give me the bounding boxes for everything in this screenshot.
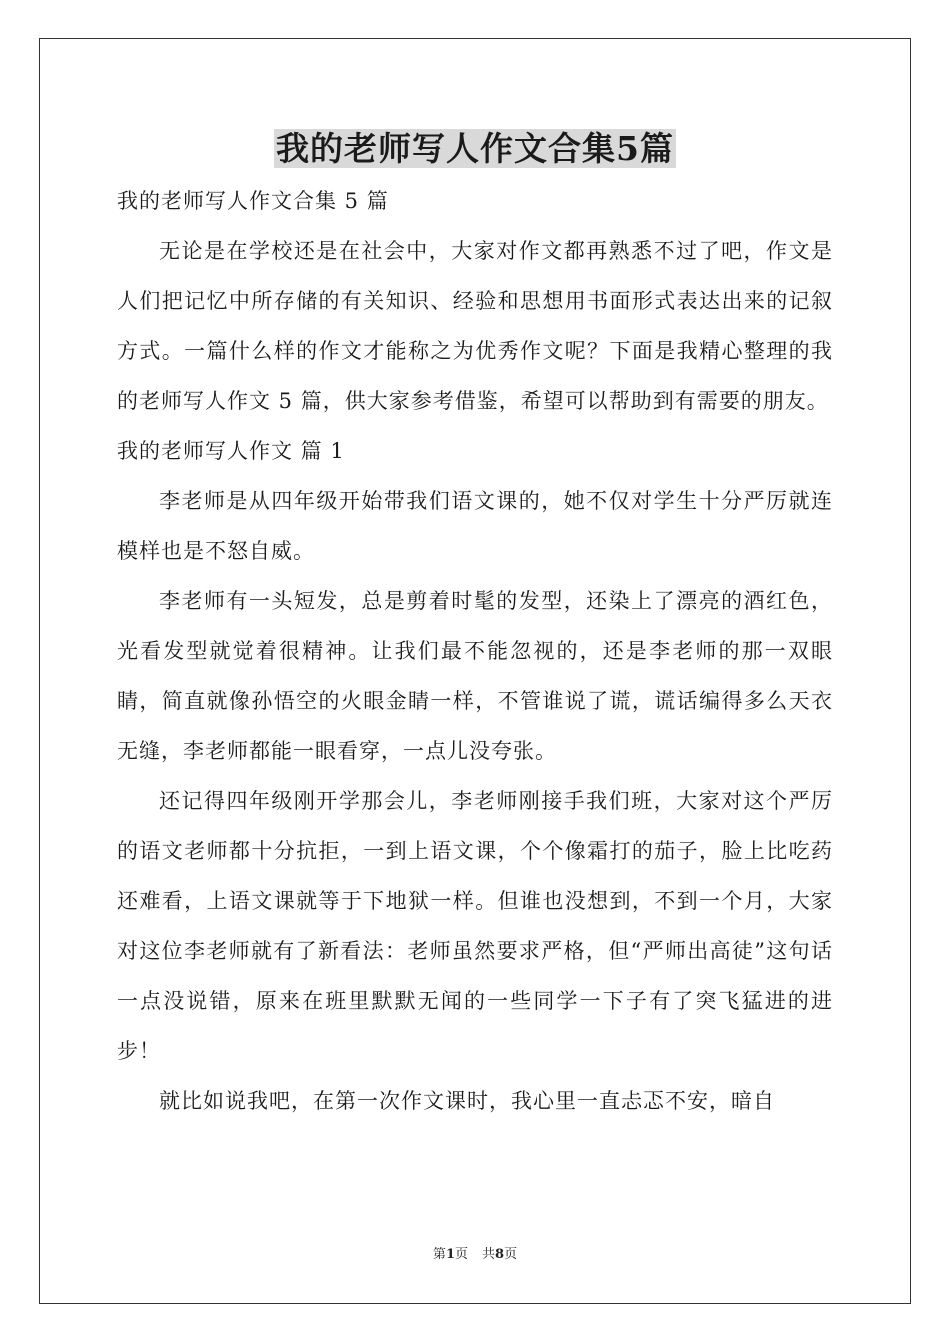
page-footer bbox=[0, 1246, 950, 1264]
section-heading: 我的老师写人作文 篇 1 bbox=[117, 439, 345, 463]
footer-page-unit: 页 bbox=[454, 1247, 468, 1262]
body-paragraph-4: 就比如说我吧，在第一次作文课时，我心里一直忐忑不安，暗自 bbox=[159, 1089, 775, 1113]
body-paragraph-3: 还记得四年级刚开学那会儿，李老师刚接手我们班，大家对这个严厉的语文老师都十分抗拒，一到上语文课，个个像霜打的茄子，脸上比吃药还难看，上语文课就等于下地狱一样。但谁也没想到，不到一个月，大家对这位李老师就有了新看法：老师虽然要求严格，但“严师出高徒”这句话一点没说错，原来在班里默默无闻的一些同学一下子有了突飞猛进的进步！ bbox=[117, 789, 833, 1063]
intro-paragraph: 无论是在学校还是在社会中，大家对作文都再熟悉不过了吧，作文是人们把记忆中所存储的有关知识、经验和思想用书面形式表达出来的记叙方式。一篇什么样的作文才能称之为优秀作文呢？下面是我精心整理的我的老师写人作文 5 篇，供大家参考借鉴，希望可以帮助到有需要的朋友。 bbox=[117, 239, 833, 413]
footer-page-total: 8 bbox=[495, 1247, 505, 1262]
document-body bbox=[117, 176, 833, 1126]
document-title-text: 我的老师写人作文合集5篇 bbox=[276, 129, 674, 168]
footer-page-current: 1 bbox=[445, 1247, 455, 1262]
footer-total-prefix: 共 bbox=[482, 1247, 496, 1262]
body-paragraph-2: 李老师有一头短发，总是剪着时髦的发型，还染上了漂亮的酒红色，光看发型就觉着很精神。让我们最不能忽视的，还是李老师的那一双眼睛，简直就像孙悟空的火眼金睛一样，不管谁说了谎，谎话编得多么天衣无缝，李老师都能一眼看穿，一点儿没夸张。 bbox=[117, 589, 833, 763]
body-paragraph-1: 李老师是从四年级开始带我们语文课的，她不仅对学生十分严厉就连模样也是不怒自威。 bbox=[117, 489, 833, 563]
footer-page-prefix: 第 bbox=[432, 1247, 446, 1262]
footer-total-unit: 页 bbox=[504, 1247, 518, 1262]
document-subtitle: 我的老师写人作文合集 5 篇 bbox=[117, 189, 389, 213]
document-title bbox=[0, 126, 950, 172]
